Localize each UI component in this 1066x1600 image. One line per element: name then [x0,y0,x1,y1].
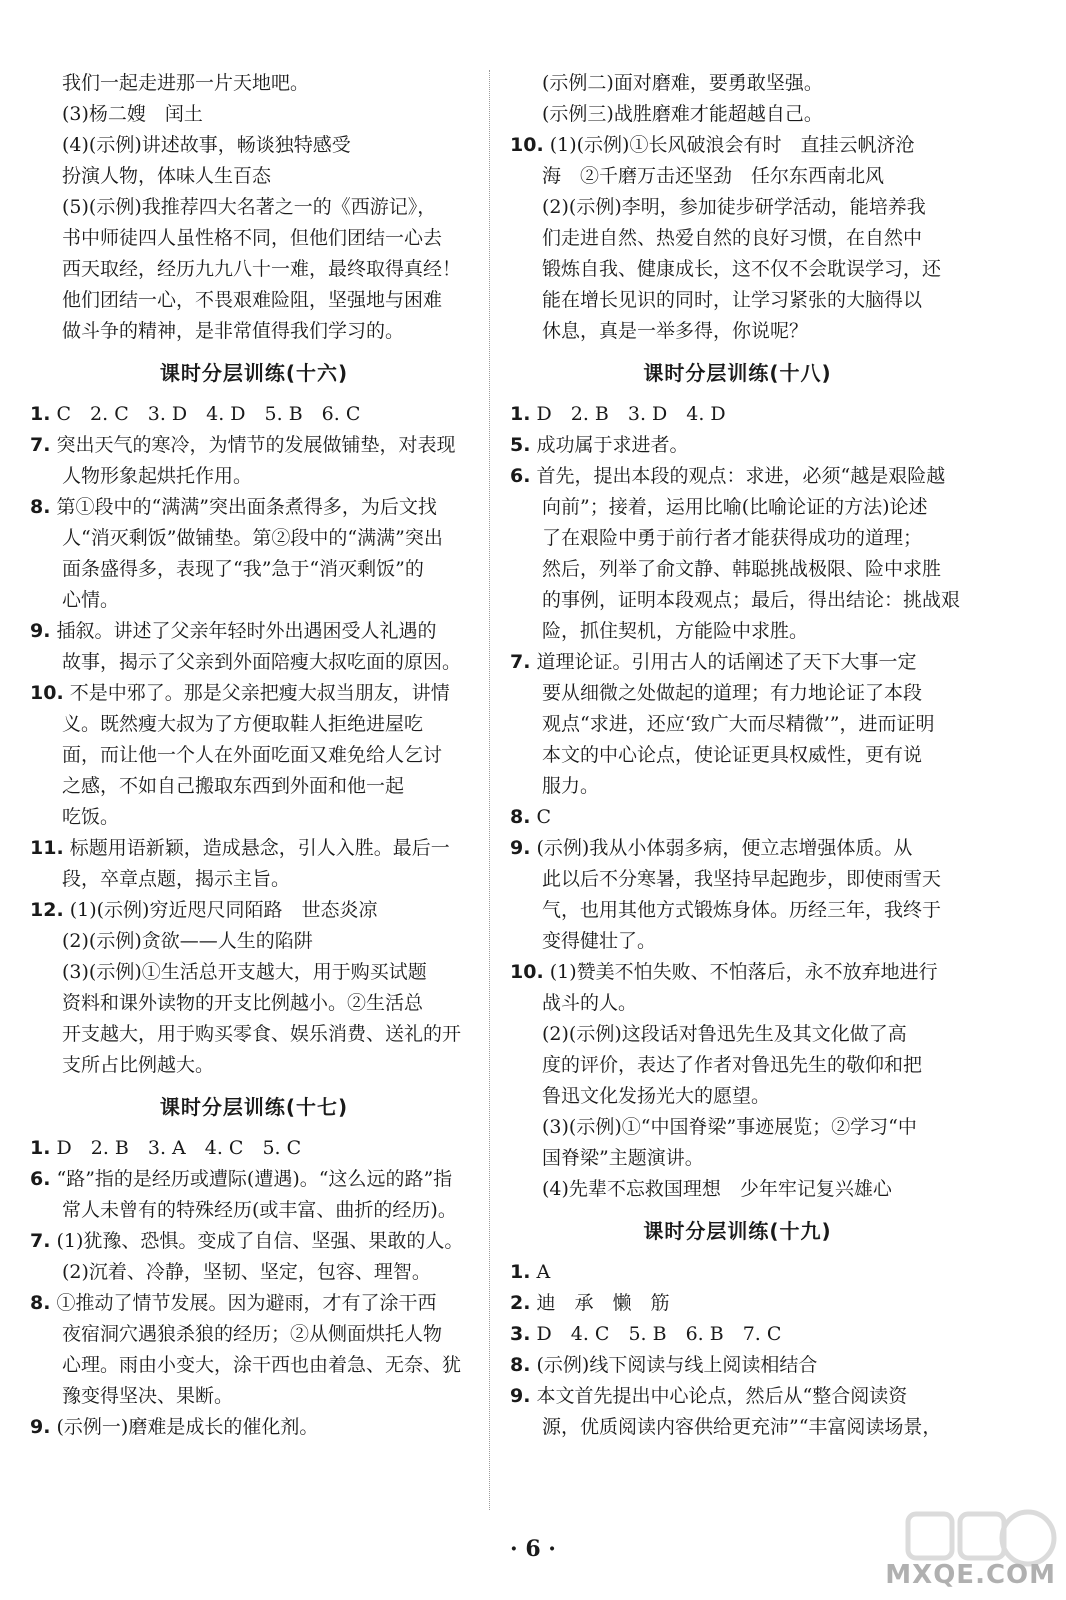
answer-item [510,1319,965,1350]
left-column [30,68,478,1443]
section-heading: 课时分层训练(十七) [159,1095,349,1119]
item-text: 插叙。讲述了父亲年轻时外出遇困受人礼遇的 [56,620,437,642]
item-number: 9. [30,620,51,642]
answer-item [510,1288,965,1319]
item-number: 7. [30,434,51,456]
item-text: (1)(示例)穷近咫尺同陌路 世态炎凉 [69,899,378,921]
answer-item [510,833,965,864]
watermark-text: MXQE.COM [885,1560,1056,1590]
item-number: 8. [510,806,531,828]
item-number: 8. [510,1354,531,1376]
answer-item [30,1226,478,1257]
item-text: D 2. B 3. D 4. D [536,403,726,425]
answer-line: 开支越大，用于购买零食、娱乐消费、送礼的开 [62,1023,462,1045]
item-text: (示例)线下阅读与线上阅读相结合 [536,1354,818,1376]
answer-line: 做斗争的精神，是非常值得我们学习的。 [62,320,405,342]
answer-line: 人物形象起烘托作用。 [62,465,253,487]
answer-line: (4)(示例)讲述故事，畅谈独特感受 [62,134,351,156]
item-number: 6. [510,465,531,487]
item-number: 7. [510,651,531,673]
answer-line: 变得健壮了。 [542,930,657,952]
item-number: 12. [30,899,64,921]
answer-item [30,1288,478,1319]
page-number: · 6 · [510,1536,556,1562]
answer-line: 战斗的人。 [542,992,638,1014]
answer-line: (3)(示例)①生活总开支越大，用于购买试题 [62,961,427,983]
answer-line: 能在增长见识的同时，让学习紧张的大脑得以 [542,289,923,311]
answer-item [510,647,965,678]
item-number: 6. [30,1168,51,1190]
section-heading: 课时分层训练(十九) [643,1219,832,1243]
answer-item [30,492,478,523]
answer-line: 海 ②千磨万击还坚劲 任尔东西南北风 [542,165,885,187]
answer-line: 鲁迅文化发扬光大的愿望。 [542,1085,771,1107]
answer-line: 的事例，证明本段观点；最后，得出结论：挑战艰 [542,589,961,611]
item-text: C 2. C 3. D 4. D 5. B 6. C [56,403,361,425]
answer-item [510,802,965,833]
answer-line: 此以后不分寒暑，我坚持早起跑步，即使雨雪天 [542,868,942,890]
item-text: (1)犹豫、恐惧。变成了自信、坚强、果敢的人。 [56,1230,464,1252]
answer-item [30,1164,478,1195]
answer-line: 资料和课外读物的开支比例越小。②生活总 [62,992,424,1014]
answer-line: 吃饭。 [62,806,120,828]
answer-item [510,1350,965,1381]
answer-line: 人“消灭剩饭”做铺垫。第②段中的“满满”突出 [62,527,443,549]
answer-line: 气，也用其他方式锻炼身体。历经三年，我终于 [542,899,942,921]
item-text: 首先，提出本段的观点：求进，必须“越是艰险越 [536,465,946,487]
item-text: (示例)我从小体弱多病，便立志增强体质。从 [536,837,913,859]
item-number: 9. [30,1416,51,1438]
answer-line: 观点“求进，还应‘致广大而尽精微’”，进而证明 [542,713,935,735]
right-column [510,68,965,1443]
item-number: 1. [30,403,51,425]
item-number: 10. [510,961,544,983]
section-heading: 课时分层训练(十八) [643,361,832,385]
item-number: 8. [30,496,51,518]
item-text: A [536,1261,551,1283]
answer-item [30,833,478,864]
item-text: 迪 承 懒 筋 [536,1292,670,1314]
item-text: D 2. B 3. A 4. C 5. C [56,1137,302,1159]
item-text: ①推动了情节发展。因为避雨，才有了涂干西 [56,1292,437,1314]
item-text: (1)赞美不怕失败、不怕落后，永不放弃地进行 [549,961,938,983]
answer-line: 常人未曾有的特殊经历(或丰富、曲折的经历)。 [62,1199,457,1221]
answer-line: 服力。 [542,775,600,797]
item-text: 本文首先提出中心论点，然后从“整合阅读资 [536,1385,908,1407]
answer-line: 心情。 [62,589,120,611]
item-number: 7. [30,1230,51,1252]
item-number: 9. [510,1385,531,1407]
answer-line: 故事，揭示了父亲到外面陪瘦大叔吃面的原因。 [62,651,462,673]
item-text: 第①段中的“满满”突出面条煮得多，为后文找 [56,496,437,518]
item-number: 10. [30,682,64,704]
answer-item [30,1133,478,1164]
item-text: (示例一)磨难是成长的催化剂。 [56,1416,319,1438]
answer-item [510,461,965,492]
item-number: 1. [510,1261,531,1283]
item-text: 突出天气的寒冷，为情节的发展做铺垫，对表现 [56,434,456,456]
item-number: 11. [30,837,64,859]
answer-line: (2)(示例)李明，参加徒步研学活动，能培养我 [542,196,926,218]
answer-line: 休息，真是一举多得，你说呢？ [542,320,809,342]
answer-item [30,399,478,430]
answer-line: 心理。雨由小变大，涂干西也由着急、无奈、犹 [62,1354,462,1376]
answer-line: 要从细微之处做起的道理；有力地论证了本段 [542,682,923,704]
answer-item [30,616,478,647]
item-number: 10. [510,134,544,156]
answer-line: 西天取经，经历九九八十一难，最终取得真经！ [62,258,462,280]
answer-line: 支所占比例越大。 [62,1054,215,1076]
answer-line: 锻炼自我、健康成长，这不仅不会耽误学习，还 [542,258,942,280]
item-number: 3. [510,1323,531,1345]
answer-line: 本文的中心论点，使论证更具权威性，更有说 [542,744,923,766]
answer-line: 度的评价，表达了作者对鲁迅先生的敬仰和把 [542,1054,923,1076]
answer-line: 源，优质阅读内容供给更充沛”“丰富阅读场景， [542,1416,942,1438]
answer-line: 们走进自然、热爱自然的良好习惯，在自然中 [542,227,923,249]
answer-item [30,895,478,926]
item-text: 标题用语新颖，造成悬念，引人入胜。最后一 [69,837,450,859]
item-text: 不是中邪了。那是父亲把瘦大叔当朋友，讲情 [69,682,450,704]
item-text: C [536,806,552,828]
answer-line: 段，卒章点题，揭示主旨。 [62,868,291,890]
answer-line: 面，而让他一个人在外面吃面又难免给人乞讨 [62,744,443,766]
item-number: 5. [510,434,531,456]
answer-line: (2)沉着、冷静，坚韧、坚定，包容、理智。 [62,1261,431,1283]
item-number: 9. [510,837,531,859]
answer-item [510,130,965,161]
answer-line: 扮演人物，体味人生百态 [62,165,272,187]
answer-line: 险，抓住契机，方能险中求胜。 [542,620,809,642]
item-text: D 4. C 5. B 6. B 7. C [536,1323,782,1345]
answer-item [510,1257,965,1288]
answer-line: (示例三)战胜磨难才能超越自己。 [542,103,823,125]
answer-item [30,678,478,709]
item-number: 2. [510,1292,531,1314]
item-number: 1. [30,1137,51,1159]
item-number: 8. [30,1292,51,1314]
answer-line: (3)杨二嫂 闰土 [62,103,203,125]
answer-line: 夜宿洞穴遇狼杀狼的经历；②从侧面烘托人物 [62,1323,443,1345]
answer-line: 了在艰险中勇于前行者才能获得成功的道理； [542,527,923,549]
answer-line: 然后，列举了俞文静、韩聪挑战极限、险中求胜 [542,558,942,580]
item-number: 1. [510,403,531,425]
answer-line: 豫变得坚决、果断。 [62,1385,234,1407]
answer-line: 我们一起走进那一片天地吧。 [62,72,310,94]
item-text: 道理论证。引用古人的话阐述了天下大事一定 [536,651,917,673]
answer-line: 义。既然瘦大叔为了方便取鞋人拒绝进屋吃 [62,713,424,735]
answer-line: 面条盛得多，表现了“我”急于“消灭剩饭”的 [62,558,424,580]
answer-line: 他们团结一心，不畏艰难险阻，坚强地与困难 [62,289,443,311]
answer-line: 书中师徒四人虽性格不同，但他们团结一心去 [62,227,443,249]
answer-item [510,430,965,461]
answer-item [30,1412,478,1443]
answer-line: (5)(示例)我推荐四大名著之一的《西游记》， [62,196,437,218]
answer-line: (示例二)面对磨难，要勇敢坚强。 [542,72,823,94]
section-heading: 课时分层训练(十六) [159,361,349,385]
answer-item [510,1381,965,1412]
column-divider [489,70,490,1510]
answer-line: (2)(示例)这段话对鲁迅先生及其文化做了高 [542,1023,907,1045]
answer-line: 向前”；接着，运用比喻(比喻论证的方法)论述 [542,496,928,518]
item-text: “路”指的是经历或遭际(遭遇)。“这么远的路”指 [56,1168,453,1190]
answer-item [30,430,478,461]
answer-line: (2)(示例)贪欲——人生的陷阱 [62,930,313,952]
answer-item [510,957,965,988]
answer-item [510,399,965,430]
answer-line: 之感，不如自己搬取东西到外面和他一起 [62,775,405,797]
answer-line: (4)先辈不忘救国理想 少年牢记复兴雄心 [542,1178,892,1200]
answer-line: 国脊梁”主题演讲。 [542,1147,704,1169]
answer-line: (3)(示例)①“中国脊梁”事迹展览；②学习“中 [542,1116,917,1138]
item-text: 成功属于求进者。 [536,434,689,456]
item-text: (1)(示例)①长风破浪会有时 直挂云帆济沧 [549,134,915,156]
